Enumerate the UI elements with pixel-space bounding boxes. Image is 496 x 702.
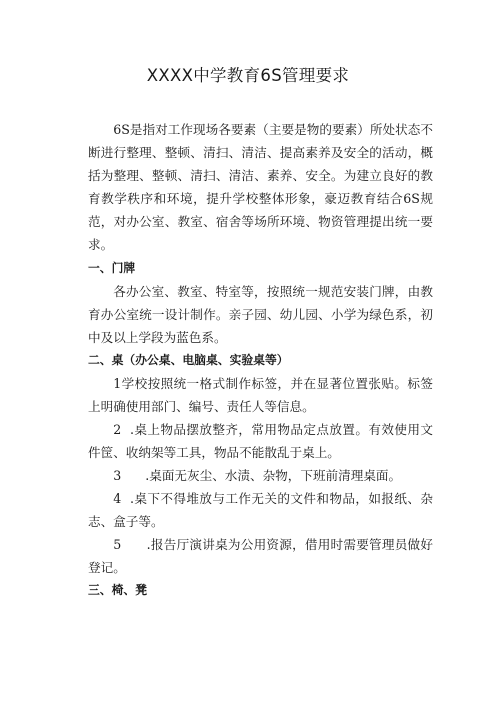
section-heading-chair: 三、椅、凳 [88,583,147,597]
section-heading-desk: 二、桌（办公桌、电脑桌、实验桌等） [88,353,289,367]
document-title: XXXX中学教育6S管理要求 [146,66,350,85]
intro-paragraph: 6S是指对工作现场各要素（主要是物的要素）所处状态不断进行整理、整顿、清扫、清洁、提高素养及安全的活动，概括为整理、整顿、清扫、清洁、素养、安全。为建立良好的教育教学秩序和环境，提升学校整体形象，豪迈教育结合6S规范，对办公室、教室、宿舍等场所环境、物资管理提出统一要求。 [88,122,433,252]
section-heading-door-sign: 一、门牌 [88,261,136,275]
document-body [88,118,433,602]
desk-item-3: 3 .桌面无灰尘、水渍、杂物，下班前清理桌面。 [113,468,402,483]
door-sign-paragraph: 各办公室、教室、特室等，按照统一规范安装门牌，由教育办公室统一设计制作。亲子园、幼儿园、小学为绿色系，初中及以上学段为蓝色系。 [88,284,433,345]
desk-item-5: 5 .报告厅演讲桌为公用资源，借用时需要管理员做好登记。 [88,537,433,575]
desk-item-1: 1学校按照统一格式制作标签，并在显著位置张贴。标签上明确使用部门、编号、责任人等信息。 [88,376,433,414]
desk-item-4: 4 .桌下不得堆放与工作无关的文件和物品，如报纸、杂志、盒子等。 [88,491,433,529]
desk-item-2: 2 .桌上物品摆放整齐，常用物品定点放置。有效使用文件筐、收纳架等工具，物品不能散乱于桌上。 [88,422,433,460]
